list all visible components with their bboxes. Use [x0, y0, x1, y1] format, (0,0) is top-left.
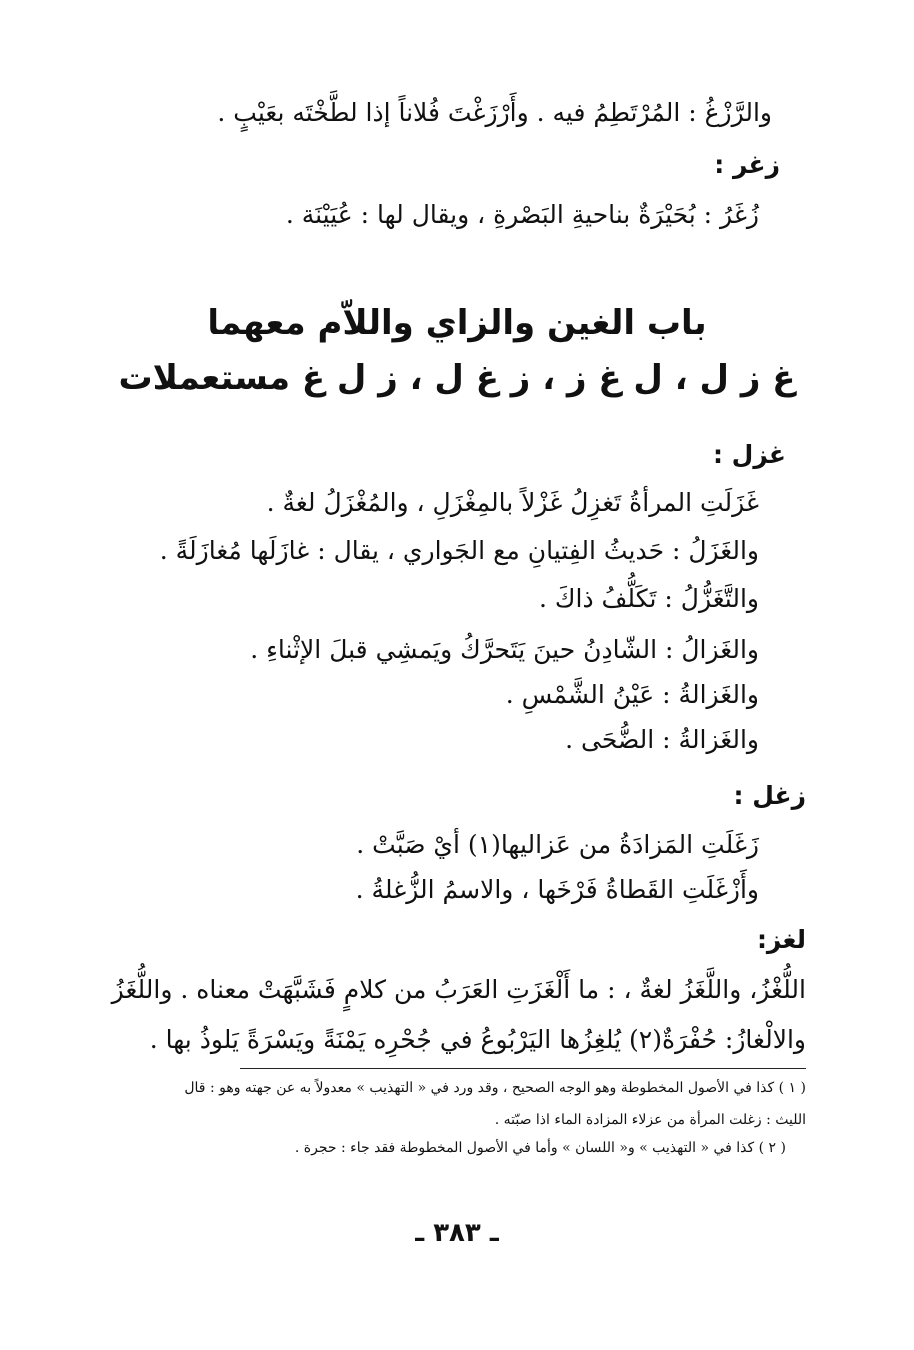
footnote-line: ( ٢ ) كذا في « التهذيب » و« اللسان » وأما في الأصول المخطوطة فقد جاء : حجرة .	[294, 1140, 786, 1156]
entry-heading-zaghar: زغر :	[714, 150, 780, 179]
entry-text-line: والغَزالةُ : الضُّحَى .	[565, 725, 759, 754]
footnote-separator	[240, 1068, 806, 1069]
chapter-subtitle: غ ز ل ، ل غ ز ، ز غ ل ، ز ل غ مستعملات	[118, 358, 796, 398]
entry-text-line: والغَزالةُ : عَيْنُ الشَّمْسِ .	[505, 680, 759, 709]
entry-heading-ghazal: غزل :	[712, 440, 786, 469]
entry-text-line: زَغَلَتِ المَزادَةُ من عَزاليها(١) أيْ صَبَّتْ .	[356, 830, 759, 859]
entry-text-line: والغَزالُ : الشّادِنُ حينَ يَتَحرَّكُ ويَمشِي قبلَ الإثْناءِ .	[250, 635, 759, 664]
footnote-line: ( ١ ) كذا في الأصول المخطوطة وهو الوجه الصحيح ، وقد ورد في « التهذيب » معدولاً به عن جهته وهو : قال	[184, 1080, 806, 1096]
entry-text-line: اللُّغْزُ، واللَّغَزُ لغةٌ ، : ما أَلْغَزَتِ العَرَبُ من كلامٍ فَشَبَّهَتْ معناه . واللُّغَزُ	[111, 975, 806, 1004]
footnote-line: الليث : زغلت المرأة من عزلاء المزادة الماء اذا صبّته .	[494, 1112, 806, 1128]
page-number: ـ ٣٨٣ ـ	[415, 1218, 499, 1248]
entry-text-line: والرَّزْغُ : المُرْتَطِمُ فيه . وأَرْزَغْتَ فُلاناً إذا لطَّخْتَه بعَيْبٍ .	[217, 98, 772, 127]
entry-text-line: زُغَرُ : بُحَيْرَةٌ بناحيةِ البَصْرةِ ، ويقال لها : عُيَيْنَة .	[285, 200, 759, 229]
entry-text-line: والالْغازُ: حُفْرَةٌ(٢) يُلغِزُها اليَرْبُوعُ في جُحْرِه يَمْنَةً ويَسْرَةً يَلوذُ بها .	[149, 1025, 806, 1054]
entry-heading-zaghal: زغل :	[733, 781, 806, 810]
entry-text-line: غَزَلَتِ المرأةُ تَغزِلُ غَزْلاً بالمِغْزَلِ ، والمُغْزَلُ لغةٌ .	[266, 488, 759, 517]
entry-text-line: والتَّغَزُّلُ : تَكَلُّفُ ذاكَ .	[539, 584, 759, 613]
entry-text-line: وأَزْغَلَتِ القَطاةُ فَرْخَها ، والاسمُ الزُّغلةُ .	[355, 875, 759, 904]
entry-text-line: والغَزَلُ : حَديثُ الفِتيانِ مع الجَواري ، يقال : غازَلَها مُغازَلَةً .	[159, 536, 759, 565]
chapter-title: باب الغين والزاي واللاّم معهما	[207, 303, 707, 343]
entry-heading-lughz: لغز:	[756, 925, 806, 954]
